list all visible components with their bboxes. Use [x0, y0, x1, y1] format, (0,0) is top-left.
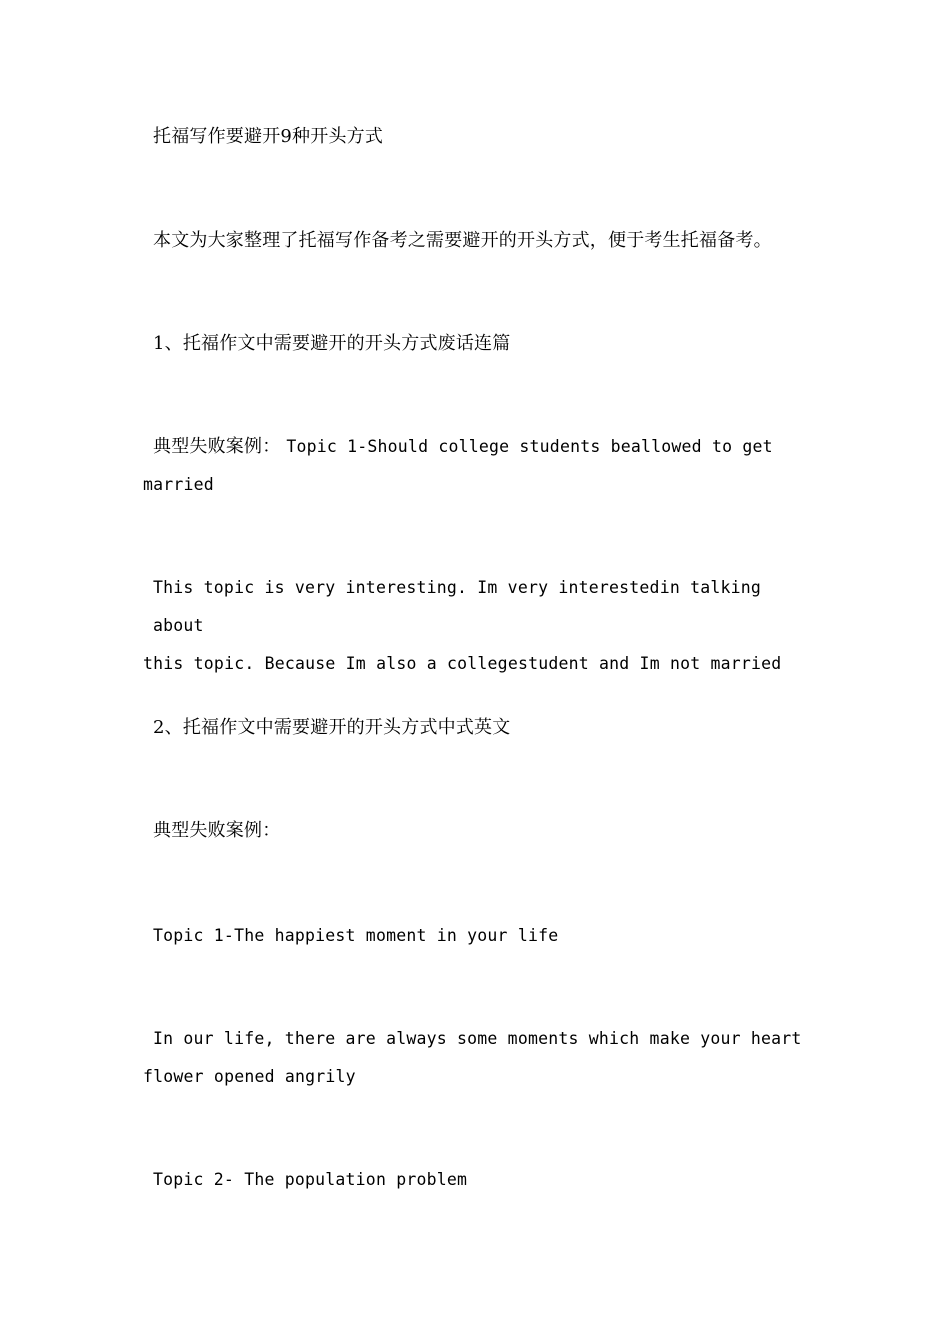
section1-example-line1: This topic is very interesting. Im very interestedin talking about: [153, 578, 762, 635]
section1-example-topic: Topic 1-Should college students beallowed to get: [286, 437, 773, 456]
section2-topic2-text: Topic 2- The population problem: [153, 1170, 468, 1189]
section2-example-label-text: 典型失败案例：: [153, 820, 281, 841]
section1-example-paragraph: [143, 569, 803, 683]
section2-topic1-text: Topic 1-The happiest moment in your life: [153, 926, 559, 945]
section1-example-topic-continued: married: [143, 475, 214, 494]
section1-heading: [143, 325, 803, 363]
intro-text: 本文为大家整理了托福写作备考之需要避开的开头方式，便于考生托福备考。: [153, 230, 772, 251]
section2-heading: [143, 709, 803, 747]
section1-example: [143, 428, 803, 504]
section2-topic1: [143, 917, 803, 955]
section1-example-label: 典型失败案例：: [153, 436, 281, 457]
section1-heading-text: 1、托福作文中需要避开的开头方式废话连篇: [153, 333, 511, 354]
section2-topic2: [143, 1161, 803, 1199]
section2-topic1-paragraph: [143, 1020, 803, 1096]
document-title: [143, 118, 803, 156]
section1-example-line2: this topic. Because Im also a collegestudent and Im not married: [143, 654, 782, 673]
intro-paragraph: [143, 222, 803, 260]
section2-topic1-line2: flower opened angrily: [143, 1067, 356, 1086]
section2-example-label: [143, 812, 803, 850]
title-text: 托福写作要避开9种开头方式: [153, 126, 384, 147]
section2-topic1-line1: In our life, there are always some moments which make your heart: [153, 1029, 802, 1048]
section2-heading-text: 2、托福作文中需要避开的开头方式中式英文: [153, 717, 511, 738]
